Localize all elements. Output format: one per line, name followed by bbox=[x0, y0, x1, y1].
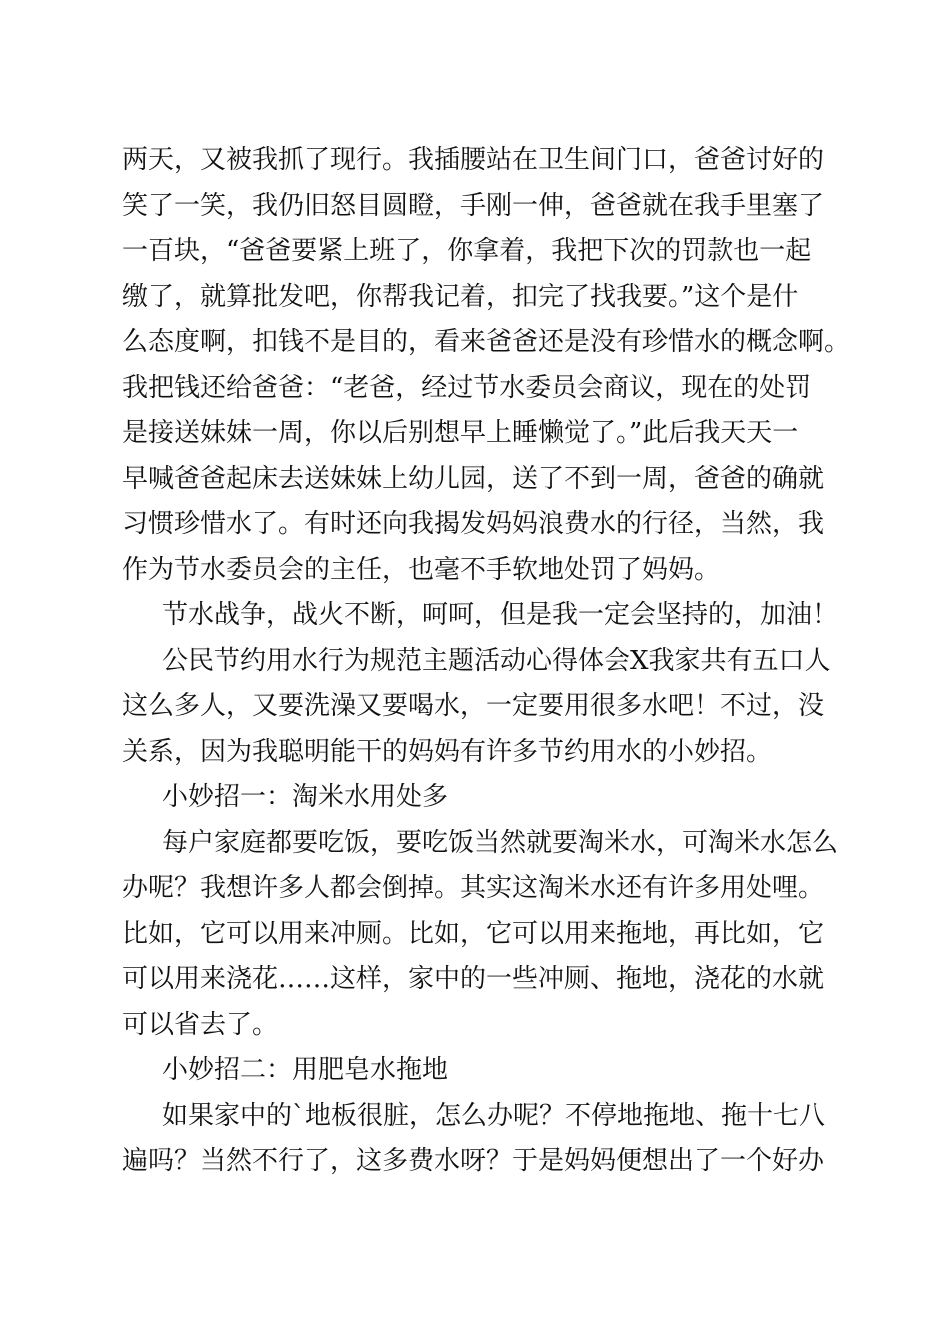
text-line: 早喊爸爸起床去送妹妹上幼儿园，送了不到一周，爸爸的确就 bbox=[122, 463, 825, 494]
paragraph-start-line: 节水战争，战火不断，呵呵，但是我一定会坚持的，加油！ bbox=[162, 600, 839, 630]
text-line: 缴了，就算批发吧，你帮我记着，扣完了找我要。”这个是什 bbox=[122, 281, 799, 312]
text-line: 这么多人，又要洗澡又要喝水，一定要用很多水吧！不过，没 bbox=[122, 691, 825, 721]
paragraph-start-line: 如果家中的`地板很脏，怎么办呢？不停地拖地、拖十七八 bbox=[162, 1100, 826, 1131]
text-line: 遍吗？当然不行了，这多费水呀？于是妈妈便想出了一个好办 bbox=[122, 1146, 825, 1176]
text-line: 可以省去了。 bbox=[122, 1009, 279, 1040]
text-line: 笑了一笑，我仍旧怒目圆瞪，手刚一伸，爸爸就在我手里塞了 bbox=[122, 190, 825, 221]
text-line: 作为节水委员会的主任，也毫不手软地处罚了妈妈。 bbox=[122, 554, 721, 585]
text-line: 可以用来浇花……这样，家中的一些冲厕、拖地，浇花的水就 bbox=[122, 964, 825, 994]
text-line: 两天，又被我抓了现行。我插腰站在卫生间门口，爸爸讨好的 bbox=[122, 145, 825, 175]
document-body bbox=[122, 138, 862, 1185]
section-heading: 小妙招一：淘米水用处多 bbox=[162, 782, 449, 812]
text-line: 我把钱还给爸爸：“老爸，经过节水委员会商议，现在的处罚 bbox=[122, 372, 812, 403]
text-line: 比如，它可以用来冲厕。比如，它可以用来拖地，再比如，它 bbox=[122, 918, 825, 949]
text-line: 习惯珍惜水了。有时还向我揭发妈妈浪费水的行径，当然，我 bbox=[122, 509, 825, 539]
paragraph-start-line: 每户家庭都要吃饭，要吃饭当然就要淘米水，可淘米水怎么 bbox=[162, 827, 839, 858]
text-line: 么态度啊，扣钱不是目的，看来爸爸还是没有珍惜水的概念啊。 bbox=[122, 327, 851, 357]
text-line: 是接送妹妹一周，你以后别想早上睡懒觉了。”此后我天天一 bbox=[122, 418, 799, 448]
text-line: 关系，因为我聪明能干的妈妈有许多节约用水的小妙招。 bbox=[122, 736, 773, 767]
text-line: 一百块，“爸爸要紧上班了，你拿着，我把下次的罚款也一起 bbox=[122, 236, 812, 266]
section-heading: 小妙招二：用肥皂水拖地 bbox=[162, 1055, 449, 1085]
paragraph-start-line: 公民节约用水行为规范主题活动心得体会X我家共有五口人 bbox=[162, 645, 831, 676]
text-line: 办呢？我想许多人都会倒掉。其实这淘米水还有许多用处哩。 bbox=[122, 873, 825, 903]
